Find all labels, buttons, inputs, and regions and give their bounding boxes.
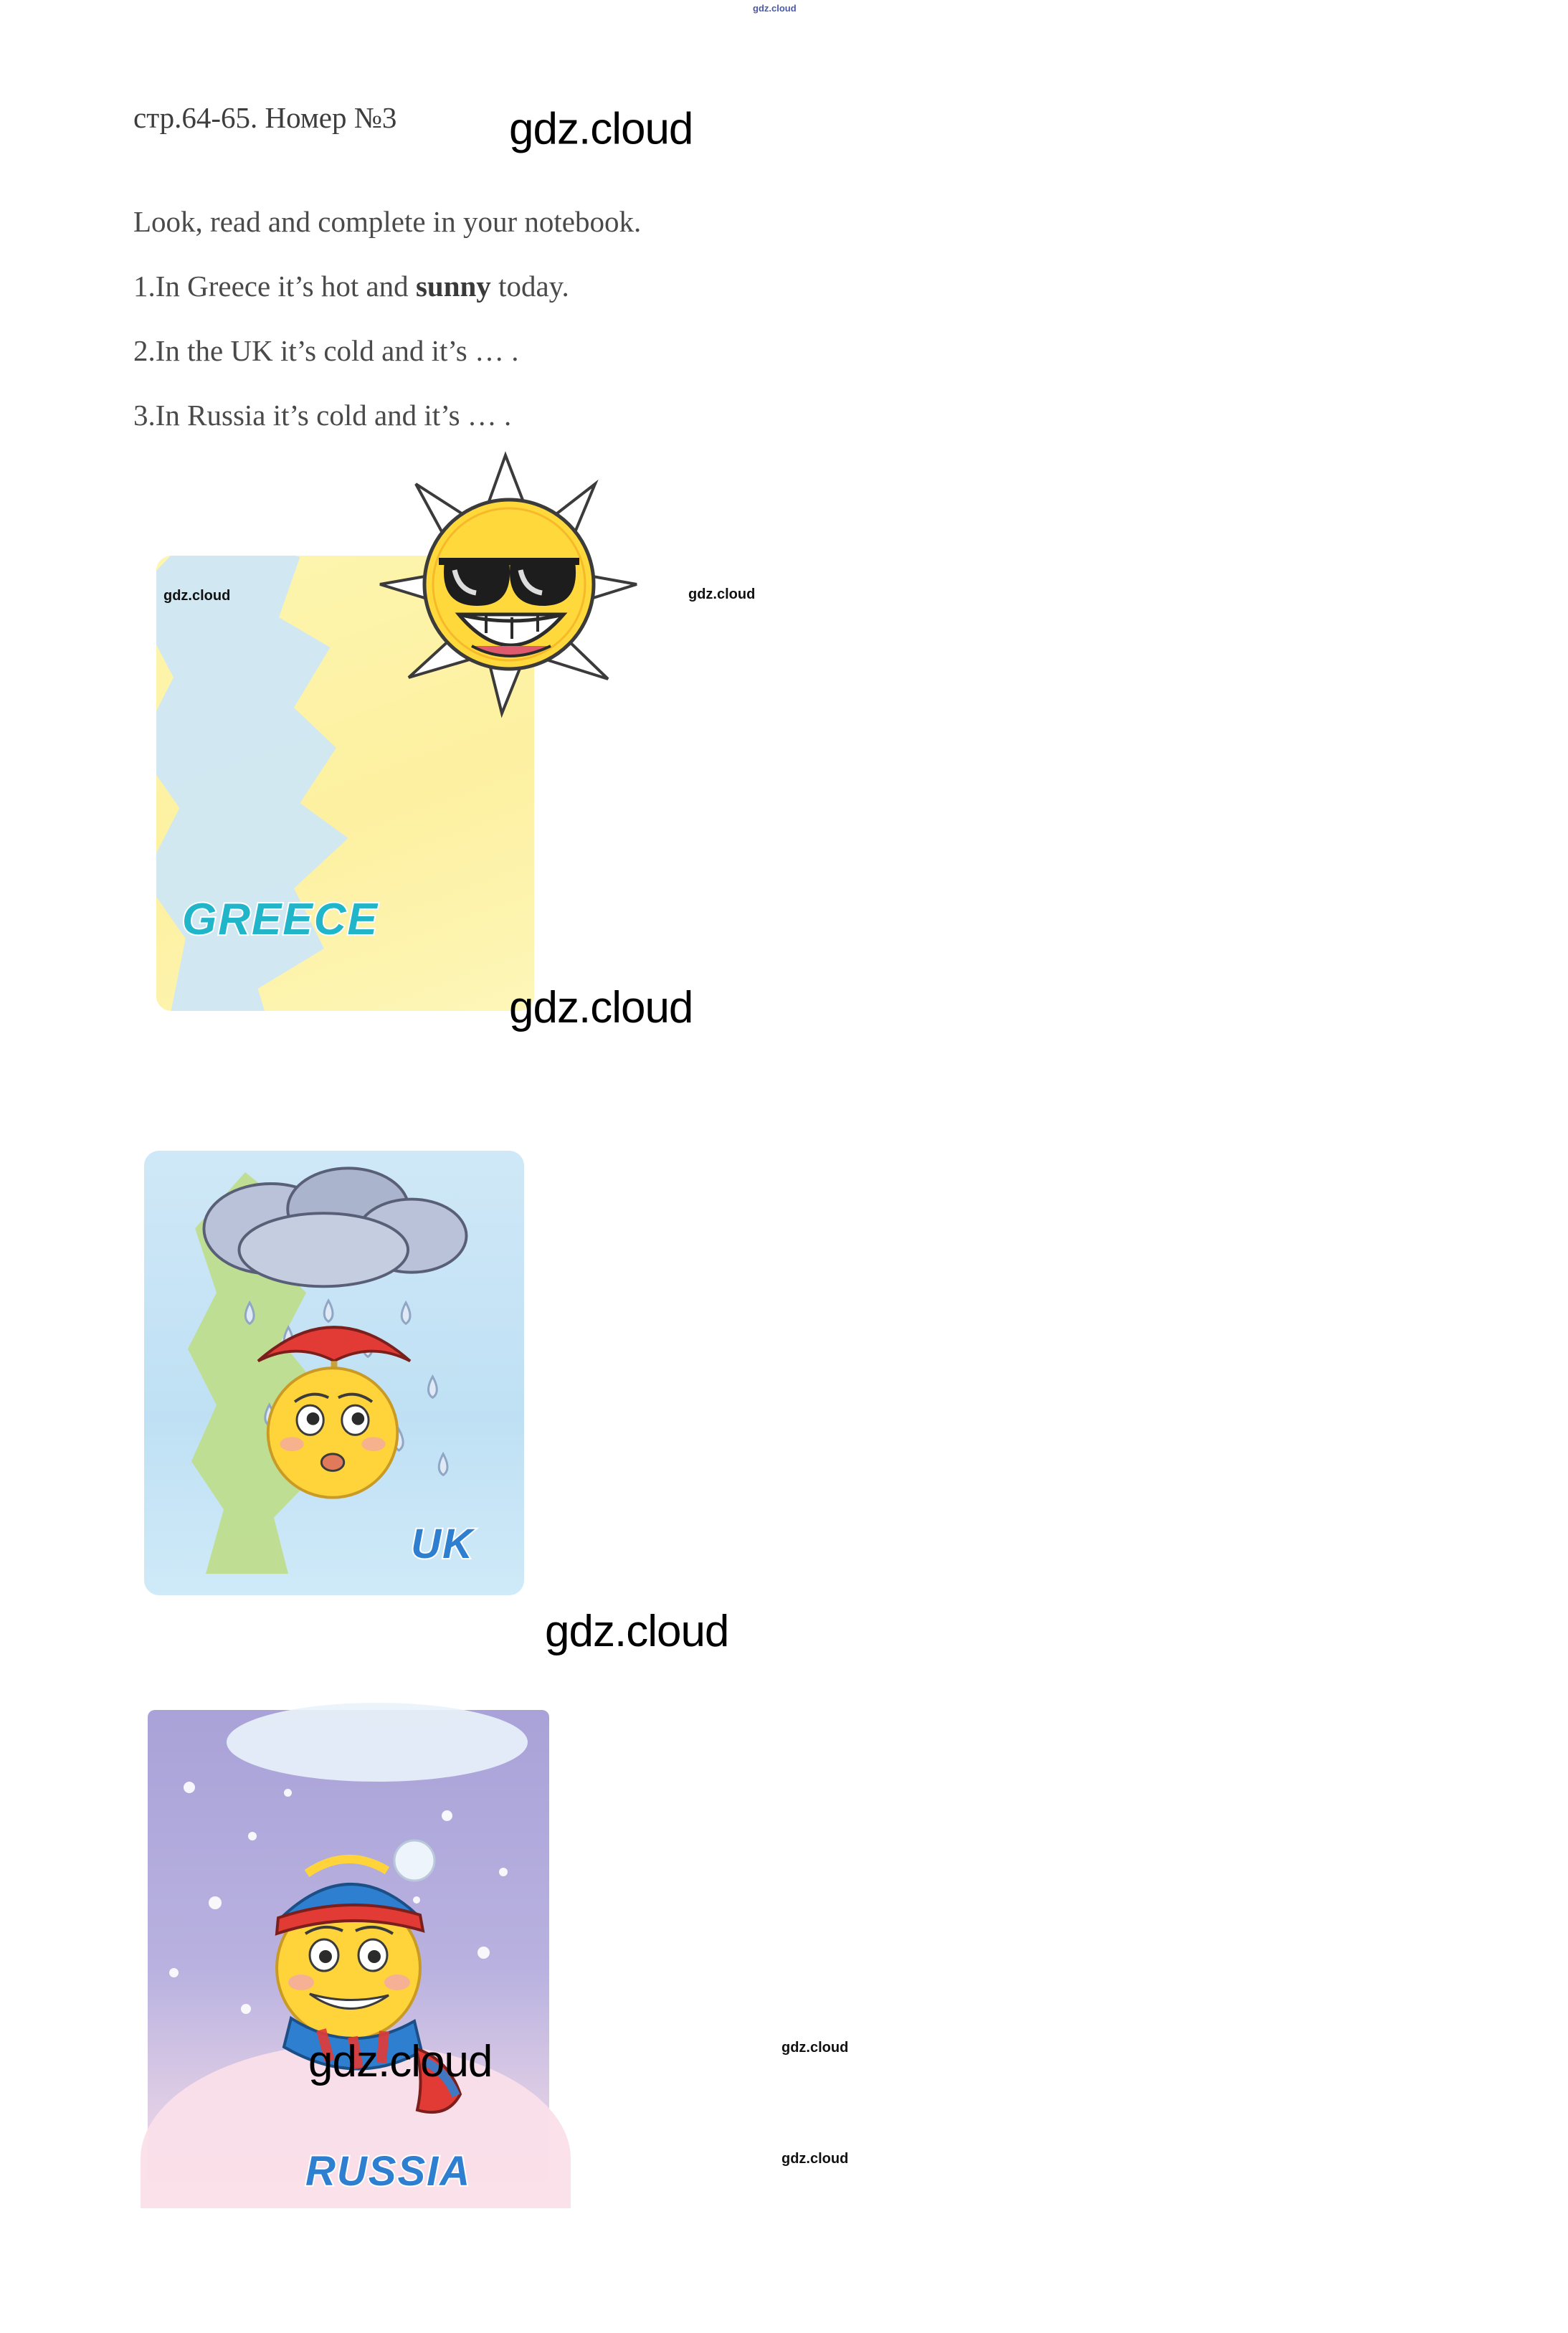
task-2-before: In the UK it’s cold and it’s xyxy=(155,334,475,367)
task-line-3 xyxy=(133,398,511,432)
task-1-after: today. xyxy=(490,270,569,303)
task-line-2 xyxy=(133,333,519,368)
task-2-number: 2. xyxy=(133,334,156,367)
watermark-title: gdz.cloud xyxy=(509,104,693,154)
watermark-mid-2: gdz.cloud xyxy=(545,1607,729,1656)
winter-sun-icon xyxy=(141,1681,571,2197)
watermark-bottom-small-2: gdz.cloud xyxy=(781,2151,849,2167)
task-3-before: In Russia it’s cold and it’s xyxy=(155,399,467,432)
task-1-number: 1. xyxy=(133,270,156,303)
greece-label: GREECE xyxy=(182,895,379,944)
watermark-greece-right: gdz.cloud xyxy=(688,586,756,602)
page-title: стр.64-65. Номер №3 xyxy=(133,101,397,134)
task-instruction: Look, read and complete in your notebook. xyxy=(133,205,642,238)
watermark-top: gdz.cloud xyxy=(753,3,797,14)
watermark-bottom-small-1: gdz.cloud xyxy=(781,2040,849,2056)
russia-label: RUSSIA xyxy=(305,2148,472,2195)
illustration-uk xyxy=(141,1147,528,1599)
task-3-after: … . xyxy=(467,399,512,432)
sun-sunglasses-icon xyxy=(358,441,660,728)
task-2-after: … . xyxy=(475,334,519,367)
task-1-before: In Greece it’s hot and xyxy=(155,270,416,303)
illustration-russia xyxy=(141,1681,685,2215)
task-line-1 xyxy=(133,269,569,303)
task-1-bold: sunny xyxy=(415,270,491,303)
watermark-greece-left: gdz.cloud xyxy=(163,588,231,604)
watermark-mid-1: gdz.cloud xyxy=(509,983,693,1032)
uk-label: UK xyxy=(411,1521,474,1567)
task-3-number: 3. xyxy=(133,399,156,432)
watermark-bottom-big: gdz.cloud xyxy=(308,2037,493,2086)
